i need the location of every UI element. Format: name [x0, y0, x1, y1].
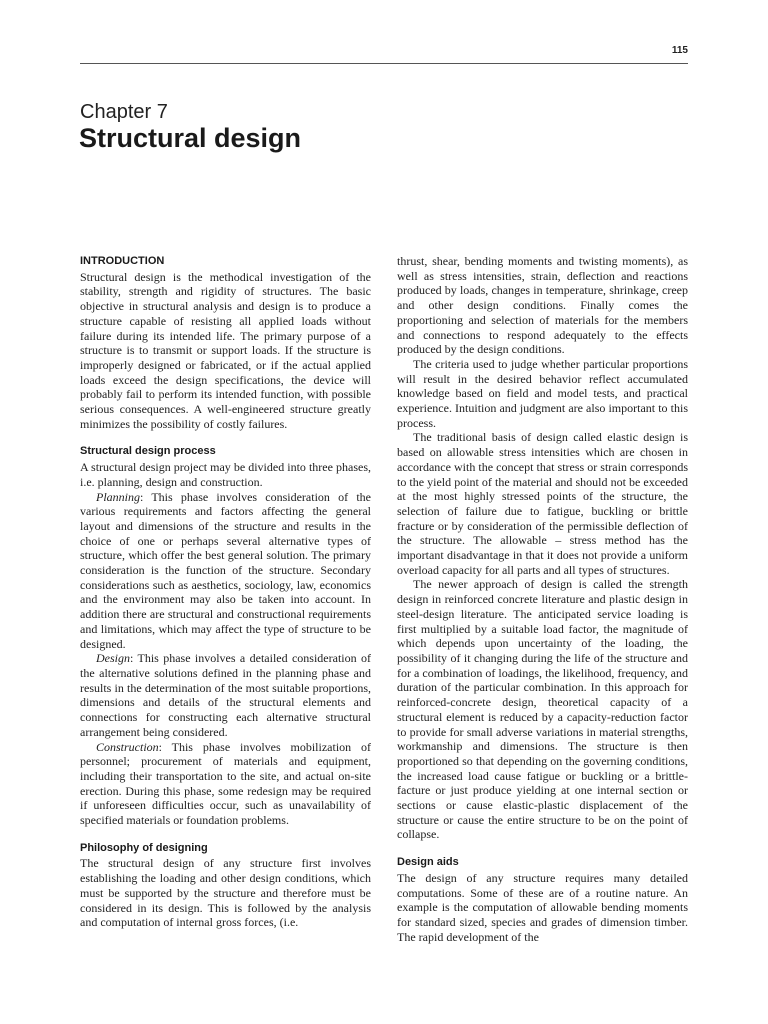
- design-aids-heading: Design aids: [397, 856, 459, 869]
- strength-design-paragraph: The newer approach of design is called the strength design in reinforced concrete literature and plastic design in steel-design literature. The anticipated service loading is first multiplied by a suitable load factor, the magnitude of which depends upon uncertainty of the loading, the possibility of it changing during the life of the structure and for a combination of loadings, the likelihood, frequency, and duration of the particular combination. In this approach for reinforced-concrete design, theoretical capacity of a structural element is reduced by a capacity-reduction factor to provide for small adverse variations in material strengths, workmanship and dimensions. The structure is then proportioned so that depending on the governing conditions, the increased load cause fatigue or buckling or a brittle-facture or just produce yielding at one internal section or sections or cause elastic-plastic displacement of the structure or cause the entire structure to be on the point of collapse.: [397, 577, 688, 842]
- planning-text: : This phase involves consideration of the various requirements and factors affecting the general layout and dimensions of the structure and results in the choice of one or perhaps several alternative types of structure, which offer the best general solution. The primary consideration is the function of the structure. Secondary considerations such as aesthetics, sociology, law, economics and the environment may also be taken into account. In addition there are structural and constructional requirements and limitations, which may affect the type of structure to be designed.: [80, 489, 371, 651]
- process-heading: Structural design process: [80, 445, 216, 458]
- philosophy-paragraph: The structural design of any structure first involves establishing the loading and other design conditions, which must be supported by the structure and therefore must be considered in its design. This is followed by the analysis and computation of internal gross forces, (i.e.: [80, 856, 371, 930]
- chapter-label: Chapter 7: [80, 101, 168, 123]
- header-rule: [80, 63, 688, 64]
- elastic-design-paragraph: The traditional basis of design called elastic design is based on allowable stress intensities which are chosen in accordance with the concept that stress or strain corresponds to the yield point of the material and should not be exceeded at the most highly stressed points of the structure, the selection of failure due to fatigue, buckling or brittle fracture or by consideration of the permissible deflection of the structure. The allowable – stress method has the important disadvantage in that it does not provide a uniform overload capacity for all parts and all types of structures.: [397, 430, 688, 577]
- planning-term: Planning: [96, 489, 140, 504]
- construction-paragraph: [80, 740, 371, 828]
- right-column: [397, 254, 688, 944]
- design-aids-paragraph: The design of any structure requires many detailed computations. Some of these are of a routine nature. An example is the computation of allowable bending moments for standard sized, species and grades of dimension timber. The rapid development of the: [397, 870, 688, 944]
- introduction-paragraph: Structural design is the methodical investigation of the stability, strength and rigidity of structures. The basic objective in structural analysis and design is to produce a structure capable of resisting all applied loads without failure during its intended life. The primary purpose of a structure is to transmit or support loads. If the structure is improperly designed or fabricated, or if the actual applied loads exceed the design specifications, the device will probably fail to perform its intended function, with possible serious consequences. A well-engineered structure greatly minimizes the possibility of costly failures.: [80, 269, 371, 431]
- left-column: [80, 254, 371, 930]
- planning-paragraph: [80, 490, 371, 652]
- introduction-heading: INTRODUCTION: [80, 255, 165, 267]
- design-term: Design: [96, 651, 130, 666]
- construction-term: Construction: [96, 739, 159, 754]
- criteria-paragraph: The criteria used to judge whether particular proportions will result in the desired behavior reflect accumulated knowledge based on field and model tests, and practical experience. Intuition and judgment are also important to this process.: [397, 356, 688, 430]
- philosophy-heading: Philosophy of designing: [80, 841, 208, 854]
- process-paragraph: A structural design project may be divided into three phases, i.e. planning, design and construction.: [80, 460, 371, 489]
- design-paragraph: [80, 651, 371, 739]
- design-text: : This phase involves a detailed consideration of the alternative solutions defined in the planning phase and results in the determination of the most suitable proportions, dimensions and details of the structural elements and connections for constructing each alternative structural arrangement being considered.: [80, 651, 371, 739]
- forces-paragraph: thrust, shear, bending moments and twisting moments), as well as stress intensities, strain, deflection and reactions produced by loads, changes in temperature, shrinkage, creep and other design conditions. Finally comes the proportioning and selection of materials for the members and connections to respond adequately to the effects produced by the design conditions.: [397, 254, 688, 357]
- chapter-title: Structural design: [79, 123, 302, 153]
- construction-text: : This phase involves mobilization of personnel; procurement of materials and equipment, including their transportation to the site, and actual on-site erection. During this phase, some redesign may be required if unforeseen difficulties occur, such as unavailability of specified materials or foundation problems.: [80, 739, 371, 828]
- page-number: 115: [671, 45, 688, 56]
